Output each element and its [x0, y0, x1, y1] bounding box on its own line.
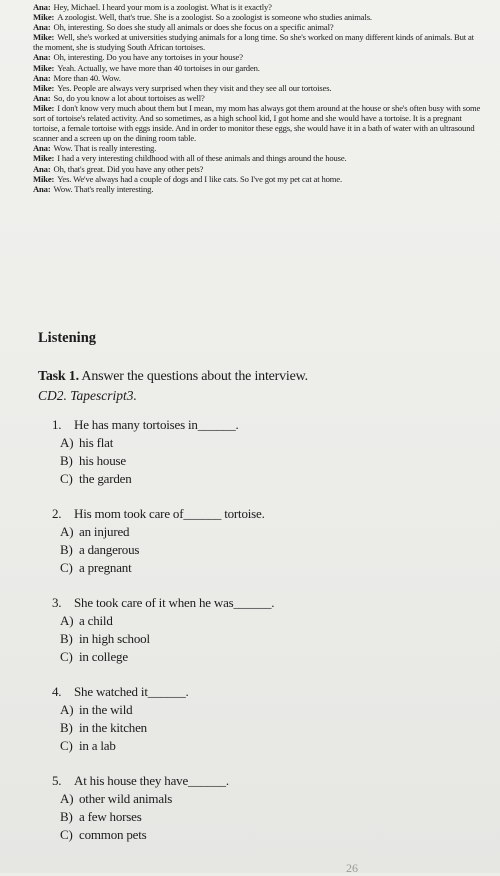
- dialogue-text: Oh, interesting. Do you have any tortoises in your house?: [53, 52, 243, 63]
- answer-option: [60, 808, 472, 826]
- answer-option: [60, 826, 472, 844]
- option-letter: B): [60, 542, 73, 557]
- question-text: [52, 683, 472, 701]
- speaker-label: Ana:: [33, 183, 51, 194]
- speaker-label: Ana:: [33, 163, 51, 174]
- option-letter: A): [60, 702, 74, 717]
- dialogue-line: [33, 52, 481, 62]
- speaker-label: Ana:: [33, 2, 51, 12]
- question-prompt: She took care of it when he was______.: [74, 595, 275, 610]
- dialogue-text: I don't know very much about them but I mean, my mom has always got them around at the house or she's often busy with some sort of tortoise's related activity. And so sometimes, as a high school kid, I got home and she would have a tortoise. It is a pregnant tortoise, a female tortoise with eggs inside. And in order to monitor these eggs, she would have it in a bath of water with an ultrasound scanner and a screen up on the dining room table.: [33, 102, 481, 144]
- question-list: [52, 416, 472, 861]
- option-letter: C): [60, 649, 73, 664]
- option-letter: A): [60, 613, 74, 628]
- section-heading: Listening: [38, 330, 97, 346]
- question-number: 3.: [52, 595, 62, 610]
- option-letter: B): [60, 809, 73, 824]
- answer-option: [60, 719, 472, 737]
- dialogue-text: Yeah. Actually, we have more than 40 tortoises in our garden.: [57, 62, 260, 73]
- option-text: an injured: [79, 524, 130, 539]
- question-prompt: His mom took care of______ tortoise.: [74, 506, 265, 521]
- option-text: a dangerous: [79, 542, 140, 557]
- question-prompt: He has many tortoises in______.: [74, 417, 239, 432]
- speaker-label: Mike:: [33, 32, 55, 43]
- option-letter: B): [60, 631, 73, 646]
- answer-option: [60, 452, 472, 470]
- dialogue-line: [33, 153, 481, 163]
- dialogue-text: Oh, that's great. Did you have any other pets?: [53, 163, 204, 174]
- speaker-label: Ana:: [33, 22, 51, 33]
- option-text: in high school: [79, 631, 150, 646]
- option-letter: C): [60, 827, 73, 842]
- dialogue-text: Well, she's worked at universities studying animals for a long time. So she's worked on many different kinds of animals. But at the moment, she is studying South African tortoises.: [33, 32, 474, 53]
- dialogue-text: So, do you know a lot about tortoises as well?: [53, 92, 205, 103]
- answer-option: [60, 559, 472, 577]
- question-number: 1.: [52, 417, 62, 432]
- tapescript-reference: CD2. Tapescript3.: [38, 388, 137, 403]
- dialogue-line: [33, 73, 481, 83]
- answer-option: [60, 701, 472, 719]
- question-item: [52, 505, 472, 577]
- dialogue-text: Hey, Michael. I heard your mom is a zoologist. What is it exactly?: [53, 2, 272, 12]
- dialogue-text: Wow. That is really interesting.: [53, 143, 157, 154]
- option-text: in the wild: [79, 702, 133, 717]
- question-prompt: She watched it______.: [74, 684, 189, 699]
- dialogue-text: Wow. That's really interesting.: [53, 183, 154, 194]
- option-text: his house: [79, 453, 126, 468]
- speaker-label: Mike:: [33, 102, 55, 113]
- option-text: his flat: [79, 435, 114, 450]
- dialogue-line: [33, 12, 481, 22]
- question-item: [52, 772, 472, 844]
- question-item: [52, 594, 472, 666]
- dialogue-text: More than 40. Wow.: [53, 72, 121, 83]
- dialogue-text: Oh, interesting. So does she study all animals or does she focus on a specific animal?: [53, 22, 334, 33]
- speaker-label: Ana:: [33, 72, 51, 83]
- question-text: [52, 505, 472, 523]
- speaker-label: Ana:: [33, 92, 51, 103]
- option-letter: A): [60, 524, 74, 539]
- option-text: in a lab: [79, 738, 116, 753]
- option-text: in college: [79, 649, 128, 664]
- question-text: [52, 416, 472, 434]
- interview-transcript: [33, 2, 481, 194]
- task-number: Task 1.: [38, 369, 79, 384]
- option-letter: C): [60, 738, 73, 753]
- option-text: a few horses: [79, 809, 142, 824]
- answer-option: [60, 737, 472, 755]
- option-letter: B): [60, 453, 73, 468]
- dialogue-text: Yes. People are always very surprised when they visit and they see all our tortoises.: [57, 82, 332, 93]
- dialogue-line: [33, 63, 481, 73]
- speaker-label: Mike:: [33, 12, 55, 23]
- speaker-label: Mike:: [33, 62, 55, 73]
- question-text: [52, 772, 472, 790]
- question-number: 4.: [52, 684, 62, 699]
- dialogue-text: A zoologist. Well, that's true. She is a zoologist. So a zoologist is someone who studies animals.: [57, 12, 372, 23]
- task-instruction: Answer the questions about the interview.: [81, 369, 308, 384]
- option-text: the garden: [79, 471, 132, 486]
- question-number: 2.: [52, 506, 62, 521]
- dialogue-line: [33, 184, 481, 194]
- answer-option: [60, 470, 472, 488]
- dialogue-text: I had a very interesting childhood with all of these animals and things around the house.: [57, 153, 347, 164]
- speaker-label: Ana:: [33, 52, 51, 63]
- dialogue-text: Yes. We've always had a couple of dogs and I like cats. So I've got my pet cat at home.: [57, 173, 342, 184]
- answer-option: [60, 612, 472, 630]
- option-text: a child: [79, 613, 113, 628]
- answer-option: [60, 523, 472, 541]
- option-text: in the kitchen: [79, 720, 147, 735]
- speaker-label: Ana:: [33, 143, 51, 154]
- question-text: [52, 594, 472, 612]
- page-number: 26: [346, 861, 358, 875]
- option-letter: B): [60, 720, 73, 735]
- answer-option: [60, 434, 472, 452]
- dialogue-line: [33, 174, 481, 184]
- question-number: 5.: [52, 773, 62, 788]
- option-text: other wild animals: [79, 791, 173, 806]
- option-text: common pets: [79, 827, 147, 842]
- dialogue-line: [33, 103, 481, 143]
- question-item: [52, 683, 472, 755]
- dialogue-line: [33, 83, 481, 93]
- answer-option: [60, 541, 472, 559]
- dialogue-line: [33, 164, 481, 174]
- speaker-label: Mike:: [33, 173, 55, 184]
- speaker-label: Mike:: [33, 153, 55, 164]
- speaker-label: Mike:: [33, 82, 55, 93]
- question-prompt: At his house they have______.: [74, 773, 229, 788]
- option-letter: A): [60, 791, 74, 806]
- dialogue-line: [33, 93, 481, 103]
- dialogue-line: [33, 2, 481, 12]
- answer-option: [60, 630, 472, 648]
- dialogue-line: [33, 143, 481, 153]
- dialogue-line: [33, 32, 481, 52]
- question-item: [52, 416, 472, 488]
- task-title: [38, 369, 308, 385]
- dialogue-line: [33, 22, 481, 32]
- answer-option: [60, 790, 472, 808]
- option-letter: C): [60, 471, 73, 486]
- option-letter: A): [60, 435, 74, 450]
- option-letter: C): [60, 560, 73, 575]
- answer-option: [60, 648, 472, 666]
- option-text: a pregnant: [79, 560, 132, 575]
